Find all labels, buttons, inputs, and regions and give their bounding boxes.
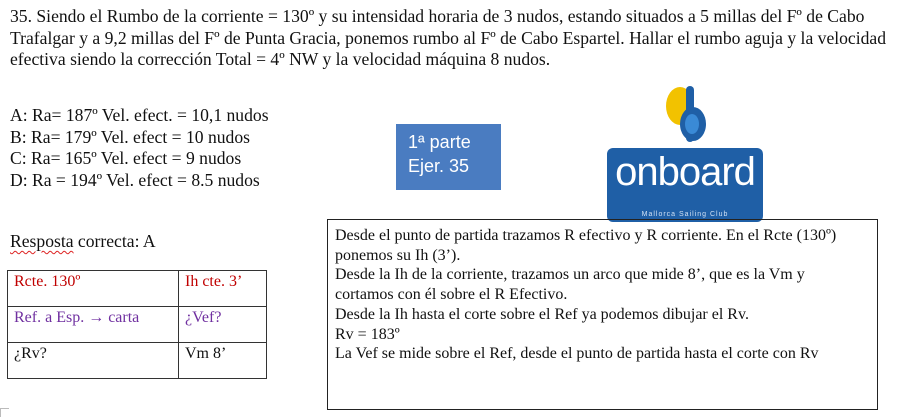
- table-cell: Ih cte. 3’: [179, 271, 267, 307]
- answer-word: Resposta: [10, 231, 74, 251]
- data-table: [7, 270, 267, 379]
- correct-answer: [10, 231, 156, 252]
- explanation-box: [327, 219, 878, 410]
- table-cell: ¿Rv?: [8, 343, 179, 379]
- answer-options: [10, 105, 269, 191]
- table-cell: ¿Vef?: [179, 307, 267, 343]
- logo-wordmark: [607, 150, 763, 195]
- question-text: 35. Siendo el Rumbo de la corriente = 130º y su intensidad horaria de 3 nudos, estando situados a 5 millas del Fº de Cabo Trafalgar y a 9,2 millas del Fº de Punta Gracia, ponemos rumbo al Fº de Cabo Espartel. Hallar el rumbo aguja y la velocidad efectiva siendo la corrección Total = 4º NW y la velocidad máquina 8 nudos.: [10, 6, 887, 69]
- onboard-logo: [607, 84, 767, 226]
- explanation-line: Desde la Ih hasta el corte sobre el Ref ya podemos dibujar el Rv.: [335, 305, 749, 323]
- badge-line-1: 1ª parte: [408, 132, 471, 152]
- explanation-line: Desde el punto de partida trazamos R efectivo y R corriente. En el Rcte (130º) ponemos su Ih (3’).: [335, 227, 837, 264]
- logo-mark-icon: [662, 84, 712, 146]
- page-corner-mark: [0, 408, 9, 417]
- table-cell: Rcte. 130º: [8, 271, 179, 307]
- logo-word-on: on: [615, 150, 658, 194]
- option-a: A: Ra= 187º Vel. efect. = 10,1 nudos: [10, 105, 269, 125]
- explanation-line: Rv = 183º: [335, 325, 400, 343]
- option-d: D: Ra = 194º Vel. efect = 8.5 nudos: [10, 169, 260, 190]
- logo-subtitle: Mallorca Sailing Club: [641, 211, 729, 218]
- table-row: [8, 271, 267, 307]
- table-cell: Vm 8’: [179, 343, 267, 379]
- exercise-badge: [396, 124, 501, 190]
- logo-card: [607, 148, 763, 222]
- table-row: [8, 343, 267, 379]
- logo-word-board: board: [657, 150, 755, 194]
- option-b: B: Ra= 179º Vel. efect = 10 nudos: [10, 126, 250, 147]
- explanation-line: Desde la Ih de la corriente, trazamos un arco que mide 8’, que es la Vm y cortamos con él sobre el R Efectivo.: [335, 266, 805, 304]
- option-c: C: Ra= 165º Vel. efect = 9 nudos: [10, 148, 242, 168]
- explanation-line: La Vef se mide sobre el Ref, desde el punto de partida hasta el corte con Rv: [335, 345, 819, 363]
- badge-line-2: Ejer. 35: [408, 156, 470, 176]
- table-row: [8, 307, 267, 343]
- answer-rest: correcta: A: [73, 231, 156, 251]
- table-cell: Ref. a Esp. → carta: [8, 307, 179, 343]
